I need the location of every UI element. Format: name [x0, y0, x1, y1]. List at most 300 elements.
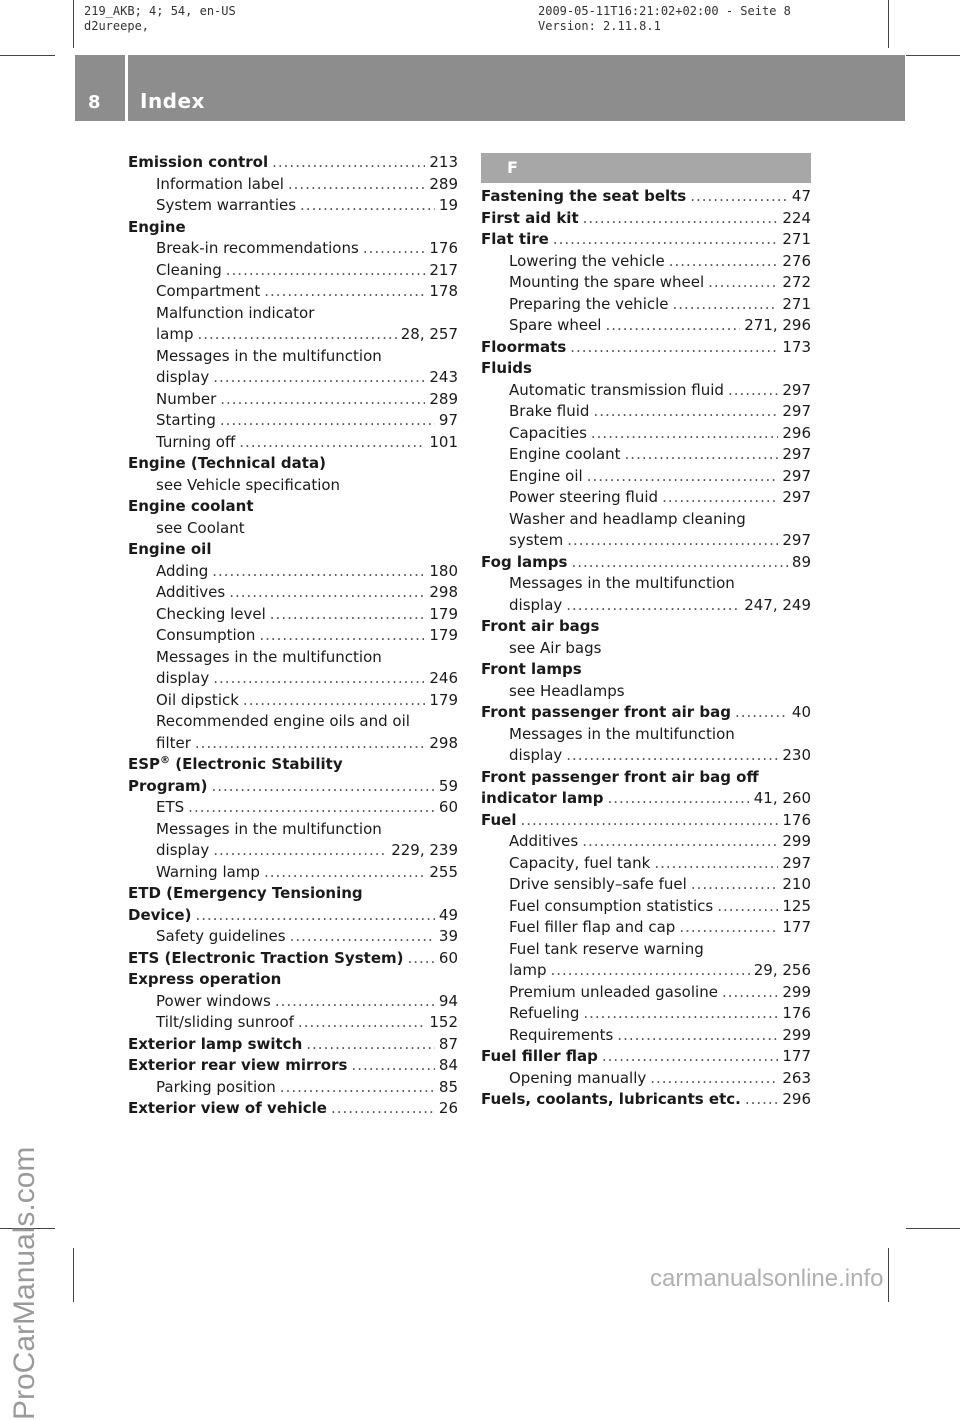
- entry-page: 173: [782, 337, 811, 356]
- index-entry: [128, 433, 458, 455]
- entry-label: Capacity, fuel tank: [509, 853, 651, 872]
- entry-label: Engine (Technical data): [128, 454, 326, 472]
- dot-leader: [607, 789, 749, 807]
- entry-page: 178: [429, 282, 458, 300]
- entry-label: Flat tire: [481, 230, 549, 248]
- dot-leader: [617, 1026, 778, 1044]
- index-entry: [128, 820, 458, 842]
- index-entry: [481, 832, 811, 854]
- entry-page: 89: [791, 552, 811, 571]
- entry-label: see Air bags: [509, 638, 602, 657]
- entry-page: 101: [429, 432, 458, 451]
- dot-leader: [583, 209, 779, 227]
- entry-page: 49: [438, 905, 458, 924]
- entry-page: 296: [782, 423, 811, 442]
- dot-leader: [566, 746, 778, 764]
- entry-page: 276: [782, 251, 811, 270]
- entry-label: Engine oil: [128, 540, 212, 558]
- index-entry: [128, 390, 458, 412]
- watermark-text: ProCarManuals.com: [8, 1146, 41, 1420]
- dot-leader: [583, 1004, 778, 1022]
- index-entry: [128, 1078, 458, 1100]
- entry-label: Fuel: [481, 810, 517, 829]
- index-entry: [128, 927, 458, 949]
- entry-page: 246: [429, 669, 458, 687]
- dot-leader: [259, 626, 425, 644]
- index-entry: [481, 316, 811, 338]
- index-entry: [481, 1004, 811, 1026]
- index-entry: [481, 574, 811, 596]
- index-entry: [481, 918, 811, 940]
- entry-label: Recommended engine oils and oil: [156, 712, 410, 730]
- index-entry: [481, 424, 811, 446]
- index-entry: [481, 854, 811, 876]
- index-entry: [481, 1026, 811, 1048]
- entry-label: Mounting the spare wheel: [509, 273, 705, 291]
- dot-leader: [650, 1069, 778, 1087]
- crop-mark: [888, 0, 889, 48]
- index-entry: [481, 789, 811, 811]
- index-entry: [128, 562, 458, 584]
- entry-label: Messages in the multifunction: [509, 724, 735, 743]
- index-entry: [128, 196, 458, 218]
- index-entry: [128, 906, 458, 928]
- crop-mark: [906, 55, 960, 56]
- entry-label: lamp: [156, 325, 194, 343]
- entry-page: 299: [782, 832, 811, 850]
- dot-leader: [198, 325, 397, 343]
- entry-label: Parking position: [156, 1077, 276, 1096]
- crop-mark: [73, 1248, 74, 1302]
- dot-leader: [243, 691, 425, 709]
- entry-page: 125: [782, 896, 811, 915]
- entry-label: Fuel filler flap: [481, 1047, 598, 1065]
- dot-leader: [690, 187, 788, 205]
- entry-label: ETS (Electronic Traction System): [128, 948, 404, 967]
- entry-label: Front lamps: [481, 660, 582, 678]
- entry-label: Engine: [128, 217, 186, 236]
- entry-page: 40: [791, 703, 811, 721]
- entry-page: 26: [438, 1099, 458, 1117]
- entry-page: 29, 256: [753, 961, 811, 979]
- dot-leader: [673, 295, 779, 313]
- dot-leader: [735, 703, 788, 721]
- entry-label: Fuel filler flap and cap: [509, 918, 676, 936]
- index-entry: [128, 261, 458, 283]
- entry-label: see Headlamps: [509, 681, 625, 700]
- meta-left-line2: d2ureepe,: [84, 19, 150, 33]
- entry-page: 297: [782, 380, 811, 399]
- index-entry: [481, 252, 811, 274]
- index-entry: [481, 811, 811, 833]
- index-entry: [128, 368, 458, 390]
- index-entries-f: [481, 187, 811, 1112]
- entry-page: 298: [429, 583, 458, 601]
- index-entry: [128, 777, 458, 799]
- entry-label: Turning off: [156, 432, 236, 451]
- entry-label: see Coolant: [156, 518, 245, 537]
- index-entry: [128, 153, 458, 175]
- entry-label: Premium unleaded gasoline: [509, 982, 718, 1001]
- index-entry: [481, 488, 811, 510]
- index-entry: [481, 402, 811, 424]
- entry-page: 28, 257: [400, 325, 458, 343]
- entry-label: Safety guidelines: [156, 927, 286, 945]
- entry-page: 297: [782, 445, 811, 463]
- entry-page: 229, 239: [391, 841, 458, 859]
- entry-label: Oil dipstick: [156, 690, 239, 709]
- entry-page: 247, 249: [744, 595, 811, 614]
- index-entry: [481, 961, 811, 983]
- entry-label: Washer and headlamp cleaning: [509, 509, 746, 528]
- index-entry: [481, 940, 811, 962]
- entry-label: display: [156, 368, 210, 386]
- index-entry: [481, 703, 811, 725]
- dot-leader: [691, 875, 779, 893]
- entry-page: 94: [438, 991, 458, 1010]
- entry-page: 271: [782, 230, 811, 248]
- entry-label: Messages in the multifunction: [156, 819, 382, 838]
- entry-label: Front passenger front air bag off: [481, 767, 759, 786]
- index-entry: [481, 875, 811, 897]
- entry-page: 298: [429, 733, 458, 752]
- entry-label: ESP® (Electronic Stability: [128, 755, 343, 773]
- entry-page: 177: [782, 1047, 811, 1065]
- dot-leader: [654, 854, 778, 872]
- dot-leader: [567, 531, 778, 549]
- entry-label: Front passenger front air bag: [481, 703, 731, 721]
- index-entry: [128, 476, 458, 498]
- index-entry: [481, 273, 811, 295]
- index-entry: [481, 639, 811, 661]
- entry-label: Brake fluid: [509, 402, 590, 420]
- index-entry: [481, 596, 811, 618]
- index-entry: [128, 519, 458, 541]
- entry-page: 179: [429, 690, 458, 709]
- entry-page: 210: [782, 875, 811, 893]
- index-entry: [128, 583, 458, 605]
- index-entry: [128, 454, 458, 476]
- entry-page: 176: [782, 1004, 811, 1022]
- entry-page: 41, 260: [753, 789, 811, 807]
- entry-page: 296: [782, 1090, 811, 1108]
- entry-label: lamp: [509, 961, 547, 979]
- index-entry: [128, 841, 458, 863]
- dot-leader: [195, 734, 425, 752]
- index-entry: [128, 798, 458, 820]
- index-entry: [128, 605, 458, 627]
- entry-page: 179: [429, 604, 458, 623]
- entry-page: 297: [782, 853, 811, 872]
- index-entry: [481, 359, 811, 381]
- entry-label: Fuel tank reserve warning: [509, 939, 704, 958]
- dot-leader: [270, 605, 426, 623]
- entry-page: 230: [782, 746, 811, 764]
- index-entry: [128, 282, 458, 304]
- entry-page: 263: [782, 1068, 811, 1087]
- entry-label: Engine coolant: [509, 445, 621, 463]
- index-entry: [481, 660, 811, 682]
- entry-page: 85: [438, 1077, 458, 1096]
- dot-leader: [306, 1035, 435, 1053]
- entry-label: Fog lamps: [481, 552, 568, 571]
- entry-label: Compartment: [156, 282, 261, 300]
- entry-label: indicator lamp: [481, 789, 604, 807]
- index-entry: [481, 768, 811, 790]
- dot-leader: [226, 261, 426, 279]
- index-entry: [481, 230, 811, 252]
- entry-page: 84: [438, 1056, 458, 1074]
- index-entry: [481, 1069, 811, 1091]
- entry-page: 176: [782, 810, 811, 829]
- entry-page: 179: [429, 626, 458, 644]
- dot-leader: [211, 777, 434, 795]
- index-entry: [128, 734, 458, 756]
- dot-leader: [605, 316, 740, 334]
- entry-label: Number: [156, 389, 217, 408]
- entry-label: Automatic transmission fluid: [509, 380, 724, 399]
- entry-label: Emission control: [128, 153, 269, 171]
- entry-page: 299: [782, 1025, 811, 1044]
- crop-mark: [0, 55, 55, 56]
- index-entry: [128, 175, 458, 197]
- index-entry: [481, 1047, 811, 1069]
- index-entry: [481, 209, 811, 231]
- entry-label: Malfunction indicator: [156, 303, 315, 322]
- entry-label: Drive sensibly–safe fuel: [509, 875, 687, 893]
- entry-label: Warning lamp: [156, 862, 260, 881]
- index-entry: [128, 949, 458, 971]
- entry-page: 19: [438, 196, 458, 214]
- dot-leader: [363, 239, 426, 257]
- entry-label: Fuel consumption statistics: [509, 896, 714, 915]
- index-entry: [481, 381, 811, 403]
- index-entry: [481, 445, 811, 467]
- entry-page: 289: [429, 389, 458, 408]
- dot-leader: [521, 811, 779, 829]
- entry-label: Fastening the seat belts: [481, 187, 687, 205]
- index-entry: [481, 617, 811, 639]
- page-title: Index: [140, 89, 205, 113]
- dot-leader: [602, 1047, 778, 1065]
- dot-leader: [264, 282, 425, 300]
- entry-label: Consumption: [156, 626, 256, 644]
- entry-page: 213: [429, 153, 458, 171]
- entry-page: 177: [782, 918, 811, 936]
- entry-label: display: [509, 746, 563, 764]
- index-entry: [481, 746, 811, 768]
- crop-mark: [888, 1248, 889, 1302]
- index-entry: [128, 691, 458, 713]
- entry-page: 255: [429, 862, 458, 881]
- entry-page: 97: [438, 411, 458, 429]
- entry-label: filter: [156, 733, 191, 752]
- entry-label: First aid kit: [481, 208, 579, 227]
- meta-right-line1: 2009-05-11T16:21:02+02:00 - Seite 8: [538, 4, 791, 18]
- crop-mark: [906, 1228, 960, 1229]
- dot-leader: [195, 906, 434, 924]
- entry-label: Engine coolant: [128, 497, 254, 515]
- entry-label: see Vehicle specification: [156, 475, 341, 494]
- index-entry: [128, 1056, 458, 1078]
- index-entry: [128, 648, 458, 670]
- index-entry: [128, 863, 458, 885]
- entry-label: Preparing the vehicle: [509, 294, 669, 313]
- dot-leader: [591, 424, 778, 442]
- entry-label: Exterior rear view mirrors: [128, 1056, 348, 1074]
- entry-label: Messages in the multifunction: [509, 574, 735, 592]
- index-column-right: [481, 153, 811, 1112]
- dot-leader: [220, 390, 425, 408]
- entry-page: 271: [782, 294, 811, 313]
- entry-label: Fuels, coolants, lubricants etc.: [481, 1090, 741, 1108]
- header-divider: [125, 55, 128, 121]
- dot-leader: [213, 841, 387, 859]
- index-entry: [128, 712, 458, 734]
- entry-label: Lowering the vehicle: [509, 251, 665, 270]
- entry-page: 289: [429, 174, 458, 193]
- index-entry: [481, 338, 811, 360]
- entry-label: Exterior view of vehicle: [128, 1099, 327, 1117]
- dot-leader: [571, 553, 787, 571]
- entry-label: Requirements: [509, 1025, 614, 1044]
- entry-label: Power steering fluid: [509, 488, 659, 506]
- watermark: [8, 1000, 68, 1420]
- crop-mark: [73, 0, 74, 48]
- entry-page: 271, 296: [744, 316, 811, 334]
- entry-page: 297: [782, 488, 811, 506]
- entry-page: 60: [438, 798, 458, 816]
- entry-page: 297: [782, 402, 811, 420]
- index-entry: [128, 1035, 458, 1057]
- entry-label: system: [509, 531, 564, 549]
- index-entry: [481, 295, 811, 317]
- entry-page: 272: [782, 273, 811, 291]
- entry-label: Checking level: [156, 604, 266, 623]
- dot-leader: [708, 273, 778, 291]
- index-entry: [128, 1099, 458, 1121]
- index-entry: [128, 347, 458, 369]
- index-entry: [481, 1090, 811, 1112]
- entry-label: Device): [128, 905, 192, 924]
- index-entry: [128, 992, 458, 1014]
- index-entry: [128, 411, 458, 433]
- entry-label: Additives: [156, 583, 226, 601]
- index-entry: [481, 187, 811, 209]
- index-entry: [481, 467, 811, 489]
- entry-label: Floormats: [481, 337, 567, 356]
- entry-page: 47: [791, 187, 811, 205]
- entry-label: Spare wheel: [509, 316, 602, 334]
- index-entry: [128, 1013, 458, 1035]
- index-entry: [481, 725, 811, 747]
- index-entry: [128, 669, 458, 691]
- entry-label: Break-in recommendations: [156, 239, 359, 257]
- entry-label: Capacities: [509, 423, 587, 442]
- dot-leader: [551, 961, 750, 979]
- entry-label: System warranties: [156, 196, 297, 214]
- entry-label: Front air bags: [481, 617, 600, 635]
- section-letter-header: F: [481, 153, 811, 183]
- dot-leader: [570, 338, 778, 356]
- entry-page: 297: [782, 531, 811, 549]
- entry-page: 152: [429, 1013, 458, 1031]
- dot-leader: [213, 669, 425, 687]
- entry-label: Refueling: [509, 1004, 580, 1022]
- index-entry: [128, 755, 458, 777]
- entry-label: Express operation: [128, 970, 282, 988]
- dot-leader: [566, 596, 740, 614]
- dot-leader: [722, 983, 778, 1001]
- entry-label: Additives: [509, 832, 579, 850]
- index-entry: [128, 304, 458, 326]
- dot-leader: [728, 381, 778, 399]
- dot-leader: [229, 583, 425, 601]
- dot-leader: [239, 433, 425, 451]
- dot-leader: [290, 927, 435, 945]
- dot-leader: [587, 467, 779, 485]
- index-entry: [128, 540, 458, 562]
- dot-leader: [212, 562, 425, 580]
- index-entry: [481, 531, 811, 553]
- entry-label: Tilt/sliding sunroof: [156, 1013, 294, 1031]
- entry-label: display: [156, 669, 210, 687]
- entry-label: Messages in the multifunction: [156, 647, 382, 666]
- entry-page: 217: [429, 260, 458, 279]
- entry-page: 224: [782, 208, 811, 227]
- dot-leader: [625, 445, 779, 463]
- dot-leader: [188, 798, 435, 816]
- dot-leader: [220, 411, 435, 429]
- entry-label: display: [156, 841, 210, 859]
- dot-leader: [745, 1090, 779, 1108]
- entry-page: 39: [438, 927, 458, 945]
- entry-label: ETD (Emergency Tensioning: [128, 884, 363, 902]
- entry-page: 243: [429, 368, 458, 386]
- entry-label: Fluids: [481, 359, 532, 377]
- dot-leader: [298, 1013, 425, 1031]
- dot-leader: [351, 1056, 434, 1074]
- entry-label: Starting: [156, 411, 216, 429]
- dot-leader: [407, 949, 434, 967]
- entry-page: 297: [782, 466, 811, 485]
- entry-label: Exterior lamp switch: [128, 1034, 303, 1053]
- dot-leader: [213, 368, 425, 386]
- entry-label: Adding: [156, 561, 209, 580]
- dot-leader: [300, 196, 435, 214]
- footer-watermark: carmanualsonline.info: [650, 1265, 884, 1292]
- dot-leader: [717, 897, 778, 915]
- index-entry: [128, 970, 458, 992]
- dot-leader: [679, 918, 778, 936]
- meta-left-line1: 219_AKB; 4; 54, en-US: [84, 4, 236, 18]
- entry-label: ETS: [156, 798, 185, 816]
- entry-label: Cleaning: [156, 260, 222, 279]
- index-entry: [128, 626, 458, 648]
- index-entry: [128, 239, 458, 261]
- entry-page: 59: [438, 776, 458, 795]
- entry-label: display: [509, 595, 563, 614]
- index-column-left: [128, 153, 458, 1121]
- page-number: 8: [88, 92, 101, 113]
- dot-leader: [593, 402, 778, 420]
- print-meta-left: [84, 4, 236, 34]
- index-entry: [481, 983, 811, 1005]
- entry-label: Power windows: [156, 991, 271, 1010]
- entry-page: 87: [438, 1034, 458, 1053]
- index-entry: [128, 325, 458, 347]
- index-entry: [481, 897, 811, 919]
